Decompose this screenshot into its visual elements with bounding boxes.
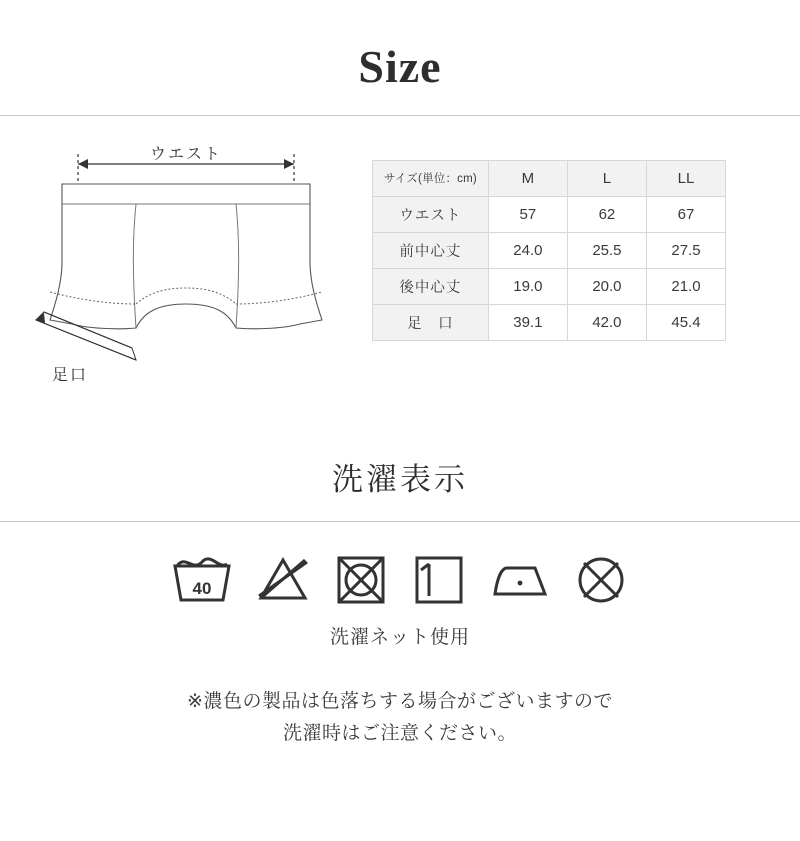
laundry-net-note: 洗濯ネット使用 — [329, 625, 470, 648]
size-section — [0, 116, 800, 392]
table-row — [373, 304, 726, 340]
cell-back-length-m: 19.0 — [488, 268, 567, 304]
wash-temperature-label: 40 — [192, 578, 212, 598]
waist-label: ウエスト — [149, 143, 223, 163]
row-label-back-length: 後中心丈 — [373, 268, 489, 304]
cell-front-length-l: 25.5 — [567, 232, 646, 268]
leg-opening-label: 足口 — [52, 364, 89, 384]
table-row — [373, 232, 726, 268]
cell-back-length-l: 20.0 — [567, 268, 646, 304]
cell-leg-opening-m: 39.1 — [488, 304, 567, 340]
care-symbols-row — [0, 522, 800, 606]
shorts-body-outline — [50, 184, 322, 329]
line-dry-in-shade-icon — [411, 550, 467, 606]
size-table-header-row — [373, 160, 726, 196]
size-table-unit-header: サイズ(単位：cm) — [373, 160, 489, 196]
size-table — [372, 160, 726, 341]
color-bleeding-caution — [0, 649, 800, 750]
caution-line-2: 洗濯時はご注意ください。 — [282, 721, 517, 744]
cell-leg-opening-ll: 45.4 — [646, 304, 725, 340]
cell-waist-ll: 67 — [646, 196, 725, 232]
wash-care-heading: 洗濯表示 — [332, 461, 468, 498]
product-measurement-diagram — [0, 142, 372, 392]
table-row — [373, 268, 726, 304]
cell-front-length-m: 24.0 — [488, 232, 567, 268]
row-label-waist: ウエスト — [373, 196, 489, 232]
wash-40-tub-icon — [171, 550, 233, 606]
caution-line-1: ※濃色の製品は色落ちする場合がございますので — [187, 689, 613, 712]
shorts-outline-drawing — [0, 142, 372, 392]
cell-waist-l: 62 — [567, 196, 646, 232]
size-column-ll: LL — [646, 160, 725, 196]
size-column-l: L — [567, 160, 646, 196]
row-label-leg-opening: 足 口 — [373, 304, 489, 340]
no-dry-clean-icon — [573, 550, 629, 606]
row-label-front-length: 前中心丈 — [373, 232, 489, 268]
size-heading: Size — [358, 41, 442, 92]
cell-waist-m: 57 — [488, 196, 567, 232]
table-row — [373, 196, 726, 232]
no-bleach-triangle-icon — [255, 550, 311, 606]
cell-back-length-ll: 21.0 — [646, 268, 725, 304]
size-column-m: M — [488, 160, 567, 196]
iron-low-icon — [489, 550, 551, 606]
cell-front-length-ll: 27.5 — [646, 232, 725, 268]
no-tumble-dry-icon — [333, 550, 389, 606]
cell-leg-opening-l: 42.0 — [567, 304, 646, 340]
size-table-wrap — [372, 142, 800, 341]
